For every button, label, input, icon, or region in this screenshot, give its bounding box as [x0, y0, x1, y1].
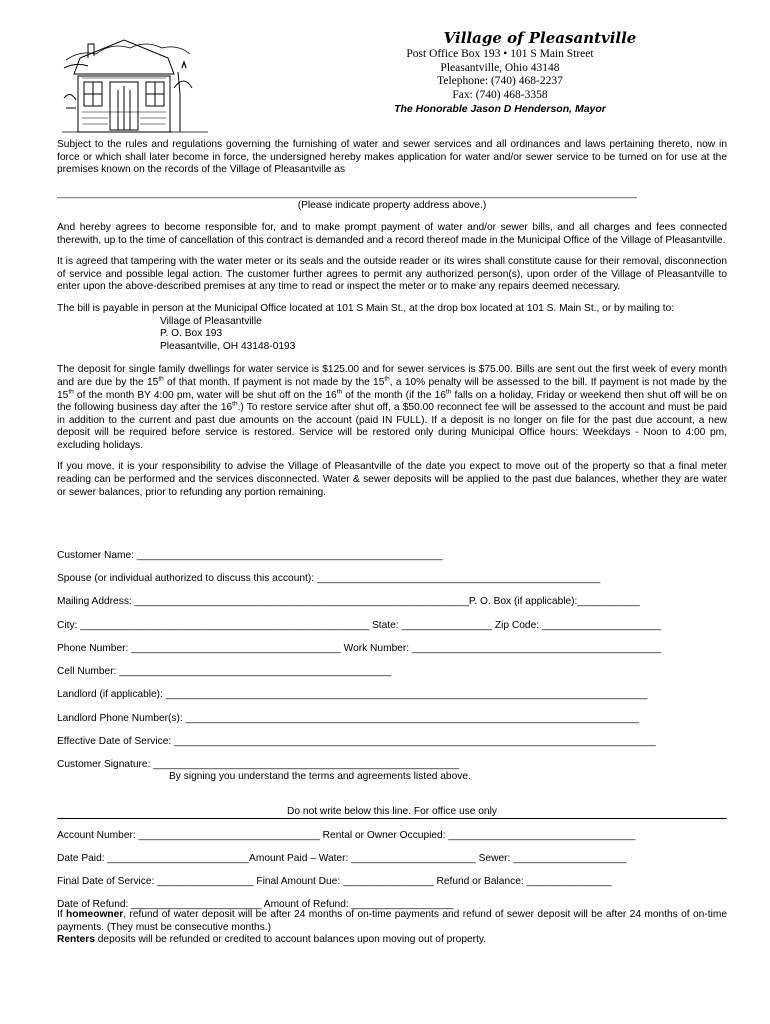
- tampering-paragraph: It is agreed that tampering with the water meter or its seals and the outside reader or its wires shall constitute cause for their removal, disconnection of service and possible legal action. The customer further agrees to permit any authorized person(s), upon order of the Village of Pleasantville to enter upon the above-described premises at any time to read or inspect the meter or to make any repairs deemed necessary.: [57, 256, 727, 293]
- cell-number-field[interactable]: Cell Number: ________________________________________________: [57, 666, 392, 677]
- village-hall-sketch-logo: [60, 28, 210, 140]
- effective-date-field[interactable]: Effective Date of Service: _____________________________________________________________________________________: [57, 736, 656, 747]
- renters-policy: Renters deposits will be refunded or credited to account balances upon moving out of property.: [57, 934, 487, 946]
- mail-address-line: P. O. Box 193: [160, 328, 223, 340]
- fax-line: Fax: (740) 468-3358: [452, 88, 548, 101]
- refund-policy: [57, 909, 727, 947]
- mailing-address-block: [57, 316, 727, 354]
- mayor-line: The Honorable Jason D Henderson, Mayor: [394, 103, 606, 115]
- terms-body: [57, 139, 727, 499]
- property-address-hint: (Please indicate property address above.): [297, 200, 487, 212]
- account-number-field[interactable]: Account Number: ________________________________ Rental or Owner Occupied: _________________________________: [57, 830, 636, 841]
- signature-note: By signing you understand the terms and agreements listed above.: [169, 771, 471, 782]
- telephone-line: Telephone: (740) 468-2237: [437, 75, 563, 87]
- customer-name-field[interactable]: Customer Name: ______________________________________________________: [57, 550, 443, 561]
- date-paid-field[interactable]: Date Paid: _________________________Amount Paid – Water: ______________________ Sewer: ____________________: [57, 853, 627, 864]
- responsibility-paragraph: And hereby agrees to become responsible for, and to make prompt payment of water and/or sewer bills, and all charges and fees connected therewith, up to the time of cancellation of this contract is demanded and a record thereof made in the Municipal Office of the Village of Pleasantville.: [57, 221, 727, 246]
- deposit-paragraph: The deposit for single family dwellings for water service is $125.00 and for sewer services is $75.00. Bills are sent out the first week of every month and are due by the 15th of that month. If payment is not made by the 15th, a 10% penalty will be assessed to the bill. If payment is not made by the 15th of the month BY 4:00 pm, water will be shut off on the 16th of the month (if the 16th falls on a holiday, Friday or weekend then shut off will be on the following business day after the 16th.) To restore service after shut off, a $50.00 reconnect fee will be assessed to the account and must be paid in addition to the current and past due amounts on the account (paid IN FULL). If a deposit is no longer on file for the past due account, a new deposit will be required before service is restored. Service will be restored only during Municipal Office hours: Weekdays - Noon to 4:00 pm, excluding holidays.: [57, 364, 727, 451]
- refund-date-field[interactable]: Date of Refund: _______________________ Amount of Refund: __________________: [57, 899, 454, 910]
- letterhead: [300, 28, 700, 116]
- office-use-divider: Do not write below this line. For office use only: [57, 805, 727, 819]
- landlord-phone-field[interactable]: Landlord Phone Number(s): ________________________________________________________________________________: [57, 713, 639, 724]
- bill-payment-paragraph: The bill is payable in person at the Municipal Office located at 101 S Main St., at the drop box located at 101 S. Main St., or by mailing to:: [57, 302, 675, 314]
- mail-address-line: Pleasantville, OH 43148-0193: [160, 340, 296, 352]
- landlord-field[interactable]: Landlord (if applicable): _____________________________________________________________________________________: [57, 689, 648, 700]
- phone-number-field[interactable]: Phone Number: _____________________________________ Work Number: ____________________________________________: [57, 643, 662, 654]
- city-line: Pleasantville, Ohio 43148: [440, 61, 560, 74]
- moving-paragraph: If you move, it is your responsibility to advise the Village of Pleasantville of the date you expect to move out of the property so that a final meter reading can be performed and the services disconnected. Water & sewer deposits will be applied to the past due balances, whether they are water or sewer balances, prior to refunding any portion remaining.: [57, 461, 727, 498]
- mail-address-line: Village of Pleasantville: [160, 315, 262, 327]
- final-date-field[interactable]: Final Date of Service: _________________ Final Amount Due: ________________ Refund or Balance: _______________: [57, 876, 612, 887]
- spouse-field[interactable]: Spouse (or individual authorized to discuss this account): __________________________________________________: [57, 573, 601, 584]
- city-state-zip-field[interactable]: City: ___________________________________________________ State: ________________ Zip Code: _____________________: [57, 620, 661, 631]
- mailing-address-field[interactable]: Mailing Address: ___________________________________________________________P. O. Box (if applicable):___________: [57, 596, 640, 607]
- village-title: Village of Pleasantville: [443, 29, 637, 47]
- customer-signature-field[interactable]: Customer Signature: ______________________________________________________: [57, 759, 460, 770]
- address-line: Post Office Box 193 • 101 S Main Street: [406, 48, 594, 60]
- intro-paragraph: Subject to the rules and regulations governing the furnishing of water and sewer services and all ordinances and laws pertaining thereto, now in force or which shall later become in force, the undersigned hereby makes application for water and/or sewer service to be turned on for use at the premises known on the records of the Village of Pleasantville as: [57, 139, 727, 176]
- property-address-blank[interactable]: ____________________________________________________________________________________________________________: [57, 187, 637, 199]
- homeowner-policy: If homeowner, refund of water deposit will be after 24 months of on-time payments and refund of sewer deposit will be after 24 months of on-time payments. (They must be consecutive months.): [57, 909, 727, 933]
